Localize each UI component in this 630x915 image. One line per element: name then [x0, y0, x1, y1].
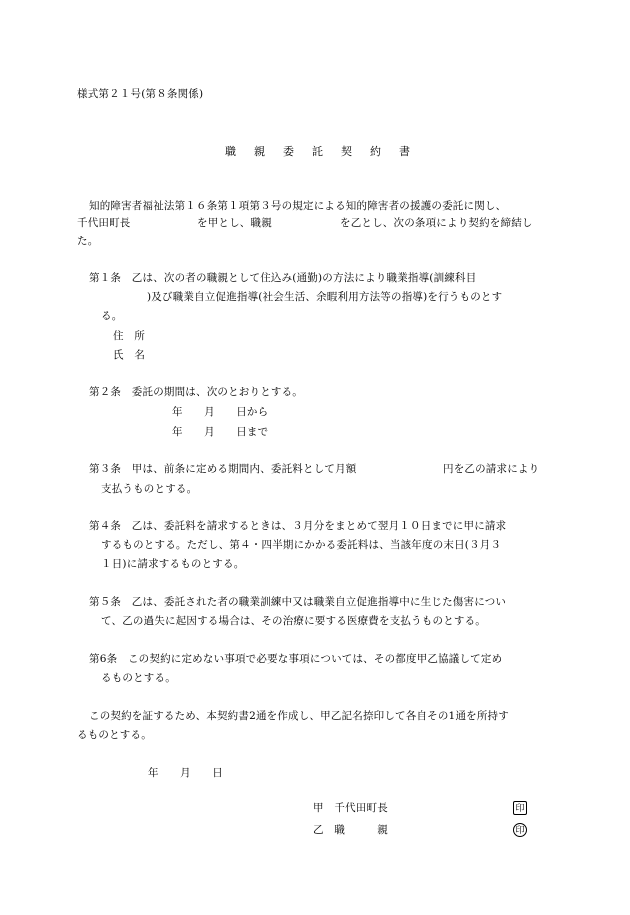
article-1-address-label: 住 所 — [113, 330, 146, 342]
article-4-line-3: １日)に請求するものとする。 — [101, 558, 245, 570]
article-6-line-2: るものとする。 — [101, 672, 176, 684]
article-2-period-to: 年 月 日まで — [172, 426, 269, 438]
article-1-line-3: る。 — [101, 310, 123, 322]
party-b-signature: 乙 職 親 — [313, 824, 388, 836]
article-2-period-from: 年 月 日から — [172, 406, 269, 418]
article-3-line-2: 支払うものとする。 — [101, 483, 198, 495]
article-1-name-label: 氏 名 — [113, 349, 146, 361]
preamble-line-1: 知的障害者福祉法第１６条第１項第３号の規定による知的障害者の援護の委託に関し、 — [89, 200, 507, 212]
closing-line-2: るものとする。 — [77, 729, 152, 741]
article-5-line-1: 第５条 乙は、委託された者の職業訓練中又は職業自立促進指導中に生じた傷害につい — [89, 596, 507, 608]
seal-icon: 印 — [513, 801, 527, 815]
preamble-party-a: 千代田町長 — [77, 217, 131, 229]
article-3-line-1b: 円を乙の請求により — [443, 463, 540, 475]
document-title: 職親委託契約書 — [225, 145, 428, 158]
closing-line-1: この契約を証するため、本契約書2通を作成し、甲乙記名捺印して各自その1通を所持す — [89, 710, 509, 722]
article-3-line-1a: 第３条 甲は、前条に定める期間内、委託料として月額 — [89, 463, 357, 475]
contract-date: 年 月 日 — [148, 767, 223, 779]
form-number: 様式第２１号(第８条関係) — [77, 88, 204, 100]
article-1-line-2: )及び職業自立促進指導(社会生活、余暇利用方法等の指導)を行うものとす — [147, 291, 503, 303]
article-4-line-1: 第４条 乙は、委託料を請求するときは、３月分をまとめて翌月１０日までに甲に請求 — [89, 520, 507, 532]
article-2-line-1: 第２条 委託の期間は、次のとおりとする。 — [89, 386, 303, 398]
article-5-line-2: て、乙の過失に起因する場合は、その治療に要する医療費を支払うものとする。 — [101, 615, 486, 627]
preamble-line-3: た。 — [77, 235, 99, 247]
article-4-line-2: するものとする。ただし、第４・四半期にかかる委託料は、当該年度の末日(３月３ — [101, 539, 502, 551]
article-6-line-1: 第6条 この契約に定めない事項で必要な事項については、その都度甲乙協議して定め — [89, 653, 503, 665]
article-1-line-1: 第１条 乙は、次の者の職親として住込み(通勤)の方法により職業指導(訓練科目 — [89, 272, 477, 284]
seal-icon: 印 — [513, 823, 527, 837]
preamble-party-b-role: を乙とし、次の条項により契約を締結し — [340, 217, 533, 229]
party-a-signature: 甲 千代田町長 — [313, 802, 388, 814]
preamble-party-a-role: を甲とし、職親 — [197, 217, 272, 229]
